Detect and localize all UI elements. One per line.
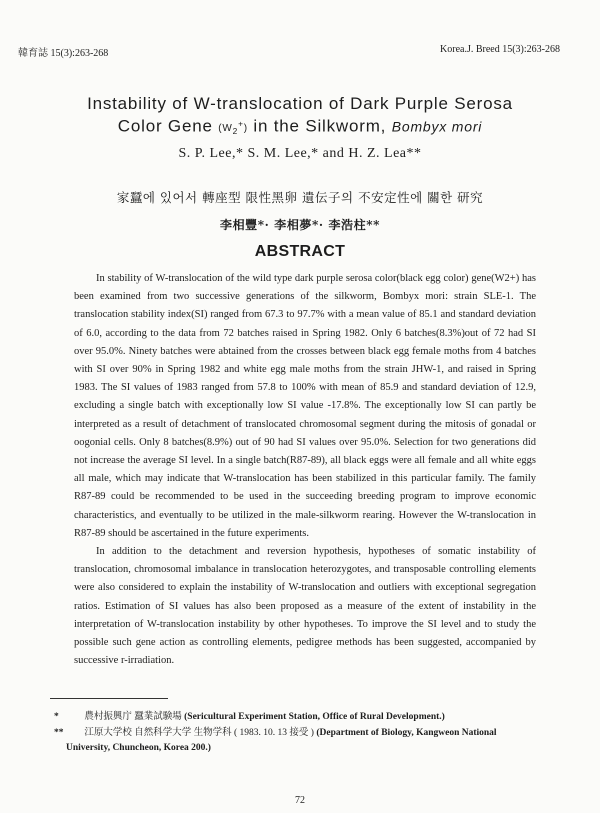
title-line-2-middle: in the Silkworm, <box>253 116 387 136</box>
title-line-1: Instability of W-translocation of Dark Purple Serosa <box>87 94 513 113</box>
page-number: 72 <box>295 795 305 806</box>
footnote-1-english: (Sericultural Experiment Station, Office of Rural Development.) <box>184 712 445 722</box>
footnote-divider <box>50 698 168 699</box>
footnote-1 <box>54 710 544 725</box>
author-list: S. P. Lee,* S. M. Lee,* and H. Z. Lea** <box>178 146 422 161</box>
gene-symbol <box>218 119 248 137</box>
journal-header-right: Korea.J. Breed 15(3):263-268 <box>440 44 560 55</box>
gene-symbol-subscript: 2 <box>232 126 239 137</box>
journal-header-left: 韓育誌 15(3):263-268 <box>18 48 109 59</box>
footnote-2 <box>54 726 544 756</box>
abstract-body <box>74 270 536 670</box>
footnote-2-mark: ** <box>54 728 64 738</box>
footnote-2-english-cont: University, Chuncheon, Korea 200.) <box>66 743 211 753</box>
gene-symbol-letter: (W <box>218 123 233 135</box>
footnote-1-mark: * <box>54 712 59 722</box>
title-line-2 <box>0 114 600 142</box>
paper-title <box>0 93 600 142</box>
footnote-2-native: 江原大学校 自然科学大学 生物学科 ( 1983. 10. 13 接受 ) <box>84 728 314 738</box>
footnote-1-native: 農村振興庁 蠶業試験場 <box>84 712 182 722</box>
abstract-heading: ABSTRACT <box>254 243 346 260</box>
korean-title: 家蠶에 있어서 轉座型 限性黑卵 遺伝子의 不安定性에 關한 研究 <box>116 190 484 205</box>
gene-symbol-superscript: + <box>238 119 244 129</box>
abstract-paragraph-1: In stability of W-translocation of the wild type dark purple serosa color(black egg color) gene(W2+) has been examined from two successive generations of the silkworm, Bombyx mori: strain SLE-1. The translocation stability index(SI) ranged from 67.3 to 97.7% with a mean value of 85.1 and standard deviation of 6.0, according to the data from 72 batches raised in Spring 1982. Only 6 batches(8.3%)out of 72 had SI over 95.0%. Ninety batches were abtained from the crosses between black egg female moths from 4 batches with SI over 90% in Spring 1982 and white egg male moths from the strain JHW-1, and raised in Spring 1983. The SI values of 1983 ranged from 57.8 to 100% with mean of 85.9 and standard deviation of 12.9, excluding a single batch with exceptionally low SI value -17.8%. The exceptionally low SI can partly be interpreted as a result of detachment of translocated chromosomal segment during the mitosis of gonadal or oogonial cells. Only 8 batches(8.9%) out of 90 had SI values over 95.0%. Selection for two generations did not increase the average SI level. In a single batch(R87-89), all black eggs were all female and all white eggs all male, which may indicate that W-translocation has been stabilized in this particular family. The family R87-89 could be recommended to be used in the succeeding breeding program to improve economic characteristics, and eventually to be utilized in the male-silkworm rearing. However the W-translocation in R87-89 should be ascertained in the future experiments. <box>74 273 536 539</box>
species-name: Bombyx mori <box>391 118 483 135</box>
abstract-paragraph-2: In addition to the detachment and reversion hypothesis, hypotheses of somatic instability of translocation, chromosomal imbalance in translocation heterozygotes, and transposable controlling elements were also considered to explain the instability of W-translocation and outliers with exceptional segregation ratios. Estimation of SI values has also been proposed as a measure of the extent of instability in the interpretation of W-translocation instability by other hypotheses. To improve the SI level and to study the possible such gene action as controlling elements, pedigree methods has been suggested, accompanied by successive r-irradiation. <box>74 546 536 667</box>
title-line-2-start: Color Gene <box>117 116 213 136</box>
footnote-2-english: (Department of Biology, Kangweon National <box>316 728 497 738</box>
gene-symbol-close: ) <box>243 123 248 135</box>
korean-author-list: 李相豐*· 李相夢*· 李浩柱** <box>219 218 380 232</box>
